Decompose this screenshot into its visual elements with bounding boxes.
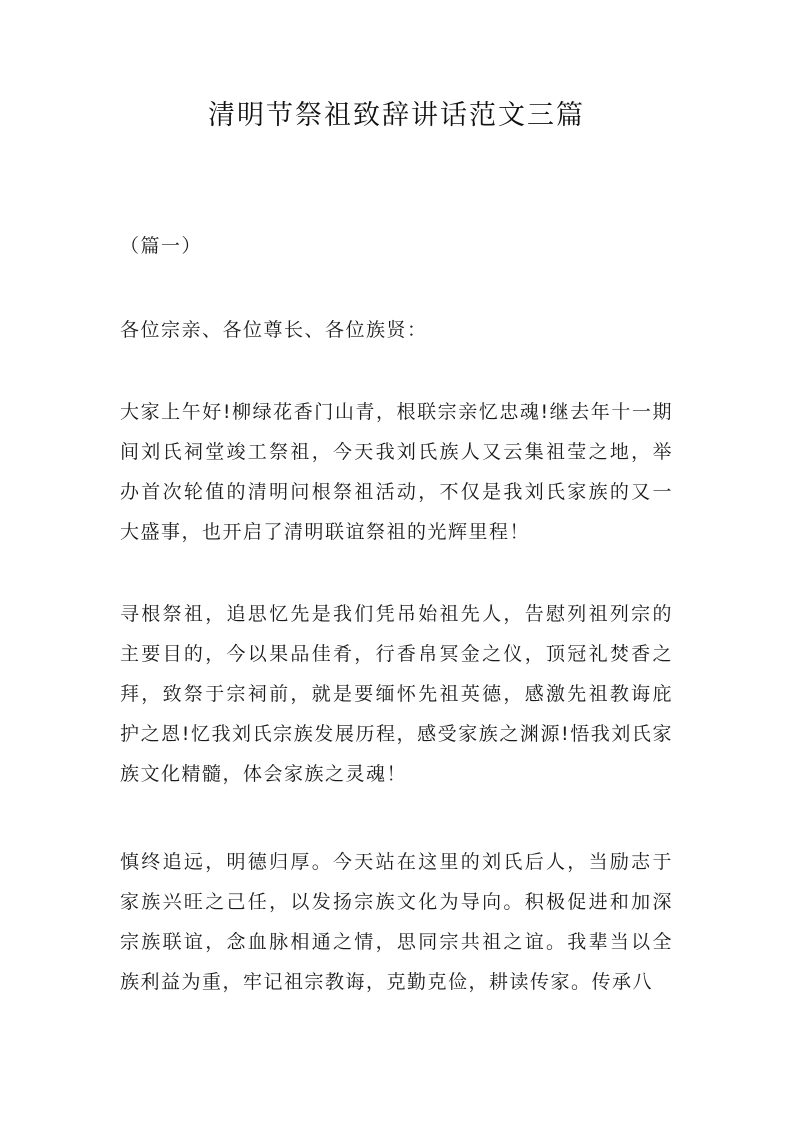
section-label: （篇一）: [120, 235, 203, 257]
paragraph-3: 慎终追远，明德归厚。今天站在这里的刘氏后人，当励志于家族兴旺之己任，以发扬宗族文化为导向。积极促进和加深宗族联谊，念血脉相通之情，思同宗共祖之谊。我辈当以全族利益为重，牢记祖宗教诲，克勤克俭，耕读传家。传承八: [120, 851, 673, 993]
salutation: 各位宗亲、各位尊长、各位族贤：: [120, 319, 428, 341]
paragraph-2: 寻根祭祖，追思忆先是我们凭吊始祖先人，告慰列祖列宗的主要目的，今以果品佳肴，行香帛冥金之仪，顶冠礼焚香之拜，致祭于宗祠前，就是要缅怀先祖英德，感激先祖教诲庇护之恩!忆我刘氏宗族发展历程，感受家族之渊源!悟我刘氏家族文化精髓，体会家族之灵魂！: [120, 603, 673, 785]
document-title: 清明节祭祖致辞讲话范文三篇: [208, 100, 585, 131]
paragraph-1: 大家上午好!柳绿花香门山青，根联宗亲忆忠魂!继去年十一期间刘氏祠堂竣工祭祖，今天我刘氏族人又云集祖莹之地，举办首次轮值的清明问根祭祖活动，不仅是我刘氏家族的又一大盛事，也开启了清明联谊祭祖的光辉里程！: [120, 401, 673, 543]
